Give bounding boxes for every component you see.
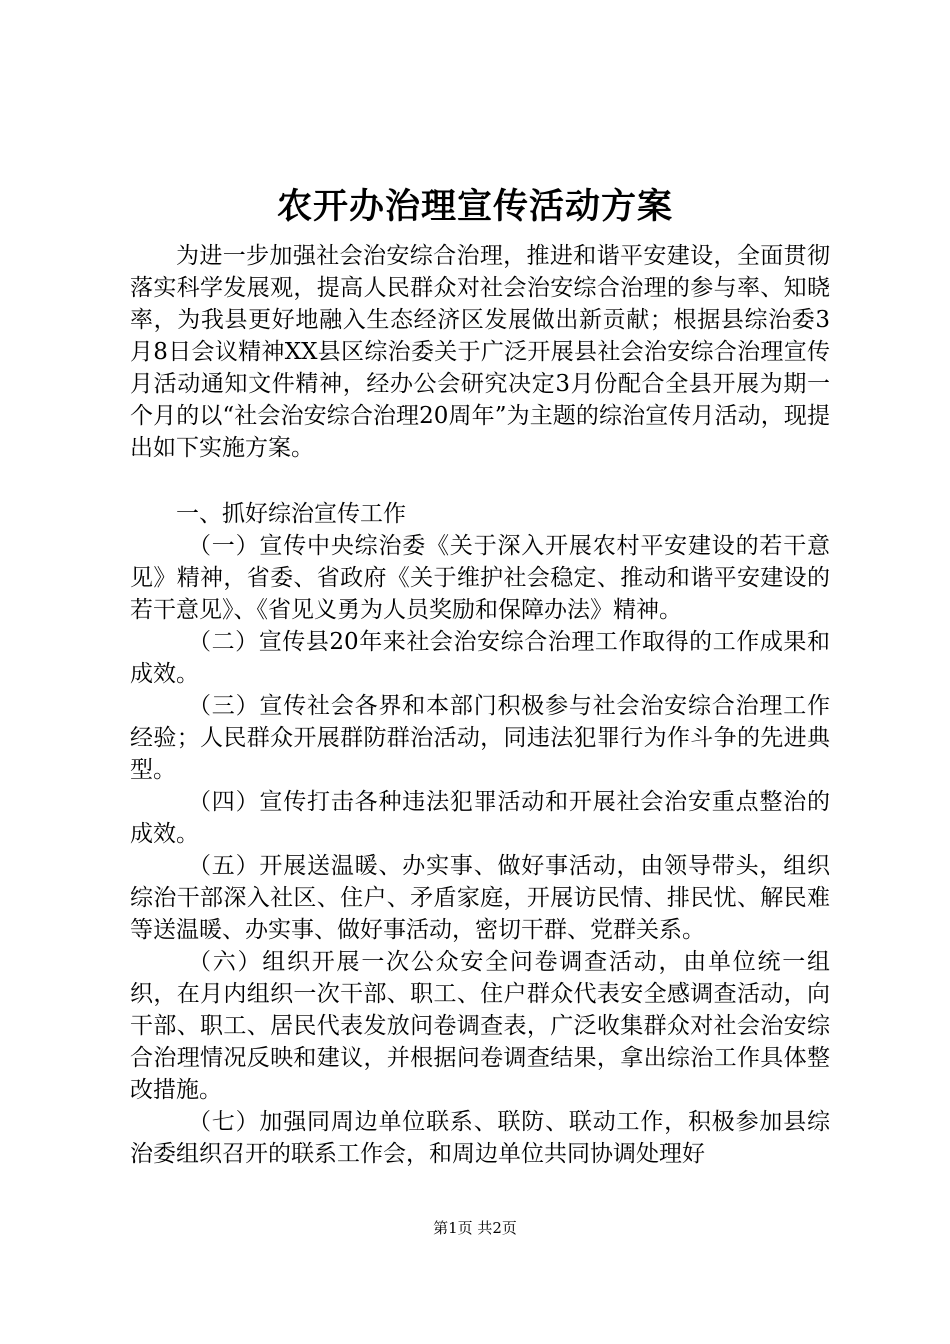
- list-item: （六）组织开展一次公众安全问卷调查活动，由单位统一组织，在月内组织一次干部、职工、住户群众代表安全感调查活动，向干部、职工、居民代表发放问卷调查表，广泛收集群众对社会治安综合治理情况反映和建议，并根据问卷调查结果，拿出综治工作具体整改措施。: [130, 949, 830, 1103]
- list-item: （一）宣传中央综治委《关于深入开展农村平安建设的若干意见》精神，省委、省政府《关于维护社会稳定、推动和谐平安建设的若干意见》、《省见义勇为人员奖励和保障办法》精神。: [130, 533, 830, 623]
- intro-paragraph: 为进一步加强社会治安综合治理，推进和谐平安建设，全面贯彻落实科学发展观，提高人民群众对社会治安综合治理的参与率、知晓率，为我县更好地融入生态经济区发展做出新贡献；根据县综治委3月8日会议精神XX县区综治委关于广泛开展县社会治安综合治理宣传月活动通知文件精神，经办公会研究决定3月份配合全县开展为期一个月的以“社会治安综合治理20周年”为主题的综治宣传月活动，现提出如下实施方案。: [130, 243, 830, 461]
- paragraph-gap: [130, 464, 830, 498]
- list-item: （七）加强同周边单位联系、联防、联动工作，积极参加县综治委组织召开的联系工作会，和周边单位共同协调处理好: [130, 1109, 830, 1167]
- list-item: （四）宣传打击各种违法犯罪活动和开展社会治安重点整治的成效。: [130, 789, 830, 847]
- list-item: （三）宣传社会各界和本部门积极参与社会治安综合治理工作经验；人民群众开展群防群治活动，同违法犯罪行为作斗争的先进典型。: [130, 693, 830, 783]
- document-title: 农开办治理宣传活动方案: [276, 186, 673, 227]
- document-body: [130, 240, 830, 1170]
- list-item: （二）宣传县20年来社会治安综合治理工作取得的工作成果和成效。: [130, 629, 830, 687]
- section-heading: 一、抓好综治宣传工作: [176, 501, 406, 527]
- list-item: （五）开展送温暖、办实事、做好事活动，由领导带头，组织综治干部深入社区、住户、矛盾家庭，开展访民情、排民忧、解民难等送温暖、办实事、做好事活动，密切干群、党群关系。: [130, 853, 830, 943]
- page-footer: 第1页 共2页: [433, 1219, 517, 1237]
